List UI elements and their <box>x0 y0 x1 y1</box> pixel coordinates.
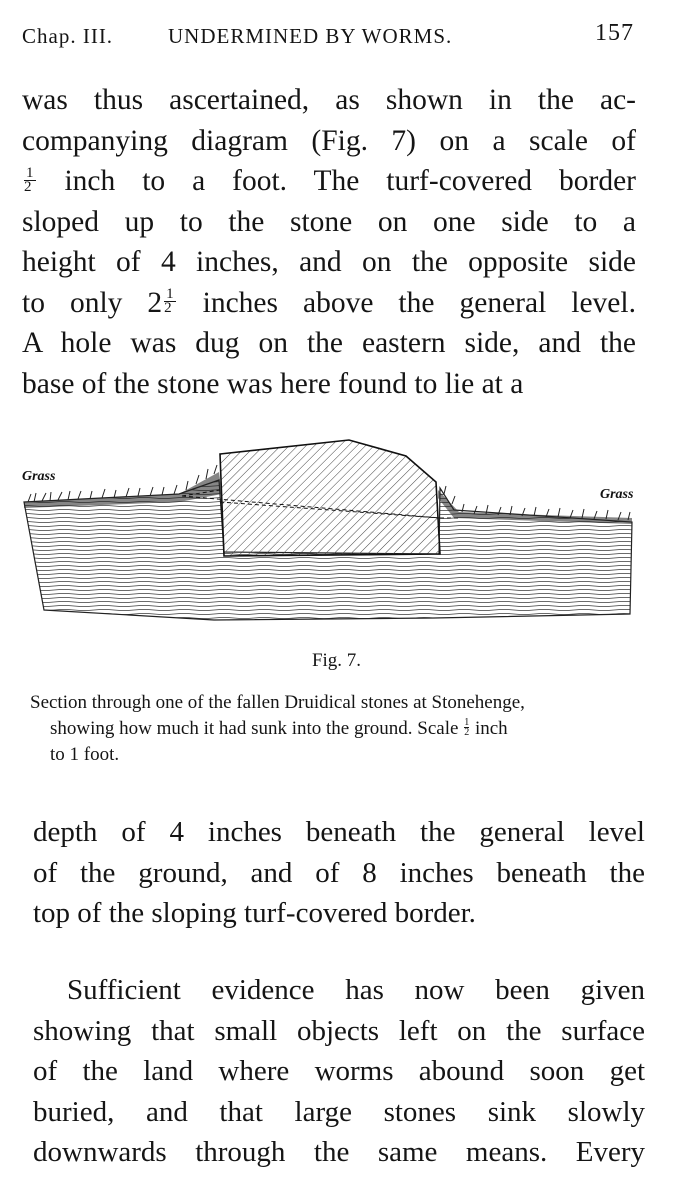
caption-line: to 1 foot. <box>50 744 120 765</box>
text-line: Sufficient evidence has now been given <box>67 974 645 1006</box>
figure-caption <box>30 690 644 768</box>
text-line: was thus ascertained, as shown in the ac- <box>22 84 636 116</box>
druidical-stone <box>220 440 440 556</box>
text-line-rest: inch to a foot. The turf-covered border <box>64 165 636 197</box>
caption-line: showing how much it had sunk into the ground. Scale $\frac{1}{2}$ inch <box>50 717 508 739</box>
text-line: height of 4 inches, and on the opposite side <box>22 246 636 278</box>
text-line: depth of 4 inches beneath the general level <box>33 816 645 848</box>
paragraph-1 <box>22 80 636 404</box>
page-number: 157 <box>595 20 634 46</box>
paragraph-3 <box>33 970 645 1173</box>
fraction-half: $\frac{1}{2}$ <box>464 717 470 739</box>
text-line: showing that small objects left on the surface <box>33 1014 645 1047</box>
running-header <box>22 20 634 54</box>
text-line: of the land where worms abound soon get <box>33 1055 645 1087</box>
paragraph-2 <box>33 812 645 934</box>
text-line: A hole was dug on the eastern side, and the <box>22 327 636 359</box>
text-line: downwards through the same means. Every <box>33 1136 645 1168</box>
text-line: top of the sloping turf-covered border. <box>33 897 476 929</box>
grass-label-left: Grass <box>22 469 56 484</box>
text-line: sloped up to the stone on one side to a <box>22 205 636 238</box>
text-line: of the ground, and of 8 inches beneath the <box>33 856 645 889</box>
caption-line: Section through one of the fallen Druidical stones at Stonehenge, <box>30 692 525 713</box>
text-line: base of the stone was here found to lie at a <box>22 367 524 400</box>
fraction-half: $\frac{1}{2}$ <box>164 286 174 317</box>
text-line: to only 2 $\frac{1}{2}$ inches above the general level. <box>22 286 636 319</box>
text-line <box>22 161 636 202</box>
text-line: companying diagram (Fig. 7) on a scale of <box>22 124 636 157</box>
grass-label-right: Grass <box>600 487 634 502</box>
figure-label: Fig. 7. <box>311 650 362 671</box>
text-line: buried, and that large stones sink slowly <box>33 1095 645 1128</box>
fraction-half: $\frac{1}{2}$ <box>24 164 34 195</box>
fig7-section-diagram <box>14 432 644 642</box>
chapter-label: Chap. III. <box>22 24 114 48</box>
running-title: UNDERMINED BY WORMS. <box>168 24 453 48</box>
